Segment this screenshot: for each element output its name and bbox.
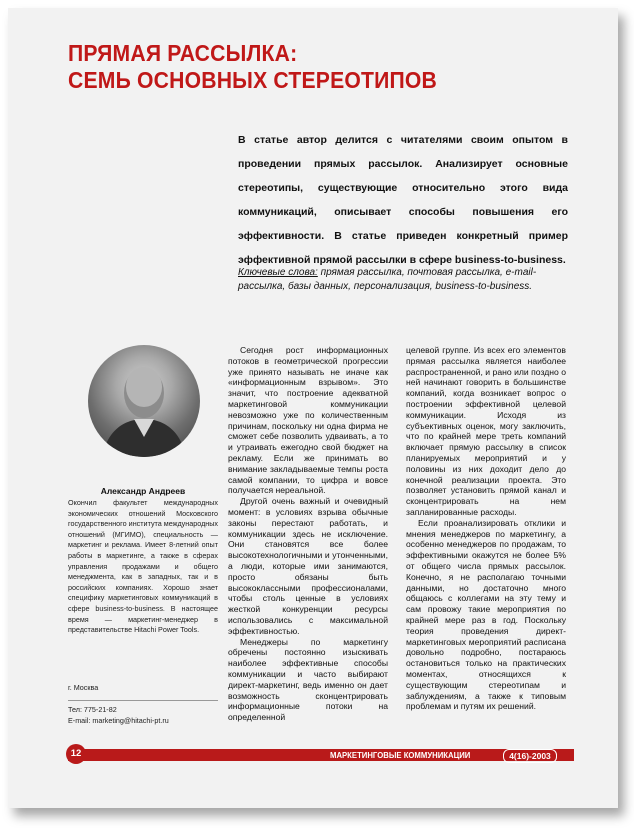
author-photo	[88, 345, 200, 457]
portrait-image	[88, 345, 200, 457]
keywords	[238, 266, 568, 294]
author-email: E-mail: marketing@hitachi-pt.ru	[68, 716, 169, 725]
journal-name: МАРКЕТИНГОВЫЕ КОММУНИКАЦИИ	[330, 750, 471, 760]
author-city: г. Москва	[68, 683, 99, 692]
keywords-text: прямая рассылка, почтовая рассылка, e-mail-рассылка, базы данных, персонализация, business-to-business.	[238, 267, 537, 292]
body-column-1	[228, 345, 388, 723]
paragraph: Другой очень важный и очевидный момент: в условиях взрыва обычные законы перестают работать, и коммуникации здесь не исключение. Они становятся все более высокотехнологичными и утонченными, а люди, которые ими занимаются, просто обязаны быть высококлассными профессионалами, чтобы столь ценные в условиях жесткой конкуренции ресурсы использовались с максимальной эффективностью.	[228, 496, 388, 636]
footer-bar	[68, 749, 574, 761]
contact-divider	[68, 700, 218, 701]
paragraph: Если проанализировать отклики и мнения менеджеров по маркетингу, а особенно менеджеров по продажам, то эффективными окажутся не более 5% от общего числа прямых рассылок. Конечно, я не располагаю точными данными, но достаточно много общаюсь с коллегами на эту тему и сам провожу такие мероприятия по крайней мере раз в год. Поскольку теория проведения директ-маркетинговых мероприятий расписана довольно подробно, постараюсь остановиться только на практических моментах, относящихся к существующим стереотипам и заблуждениям, а также к типовым проблемам и путям их решений.	[406, 517, 566, 712]
title-line-1: ПРЯМАЯ РАССЫЛКА:	[68, 40, 298, 66]
title-line-2: СЕМЬ ОСНОВНЫХ СТЕРЕОТИПОВ	[68, 67, 438, 93]
keywords-label: Ключевые слова:	[238, 267, 318, 278]
paragraph: Сегодня рост информационных потоков в геометрической прогрессии уже принято называть не иначе как «информационным взрывом». Это значит, что построение адекватной маркетинговой коммуникации невозможно уже по количественным причинам, поскольку ни одна фирма не сможет себе позволить удваивать, а то и утраивать ежегодно свой бюджет на рекламу. Если же принимать во внимание закладываемые темпы роста самой компании, то цифра и вовсе получается нереальной.	[228, 345, 388, 496]
author-name: Александр Андреев	[100, 486, 186, 496]
body-column-2	[406, 345, 566, 712]
issue-number: 4(16)-2003	[503, 749, 557, 763]
abstract: В статье автор делится с читателями своим опытом в проведении прямых рассылок. Анализирует основные стереотипы, существующие относительно этого вида коммуникаций, описывает способы повышения его эффективности. В статье приведен конкретный пример эффективной прямой рассылки в сфере business-to-business.	[238, 134, 568, 266]
page-number: 12	[66, 744, 86, 764]
article-title	[68, 40, 528, 94]
author-contact	[68, 704, 218, 726]
author-bio: Окончил факультет международных экономических отношений Московского государственного института международных отношений (МГИМО), специальность — маркетинг и реклама. Имеет 8-летний опыт работы в маркетинге, а также в сферах управления продажами и общего менеджмента, как в западных, так и в российских компаниях. Хорошо знает специфику маркетинговых коммуникаций в сфере business-to-business. В настоящее время — маркетинг-менеджер в представительстве Hitachi Power Tools.	[68, 498, 218, 635]
paragraph: целевой группе. Из всех его элементов прямая рассылка является наиболее распространенной, и рано или поздно о ней начинают говорить в большинстве компаний, когда возникает вопрос о построении эффективной целевой коммуникации. Исходя из субъективных оценок, могу заключить, что по крайней мере треть компаний включает прямую рассылку в список планируемых мероприятий и у половины из них доходит дело до конечной реализации проекта. Это позволяет установить прямой канал и сконцентрировать на нем запланированные расходы.	[406, 345, 566, 517]
paragraph: Менеджеры по маркетингу обречены постоянно изыскивать наиболее эффективные способы коммуникации и часто выбирают директ-маркетинг, ведь именно он дает возможность сконцентрировать информационные потоки на определенной	[228, 636, 388, 723]
author-phone: Тел: 775-21-82	[68, 705, 117, 714]
